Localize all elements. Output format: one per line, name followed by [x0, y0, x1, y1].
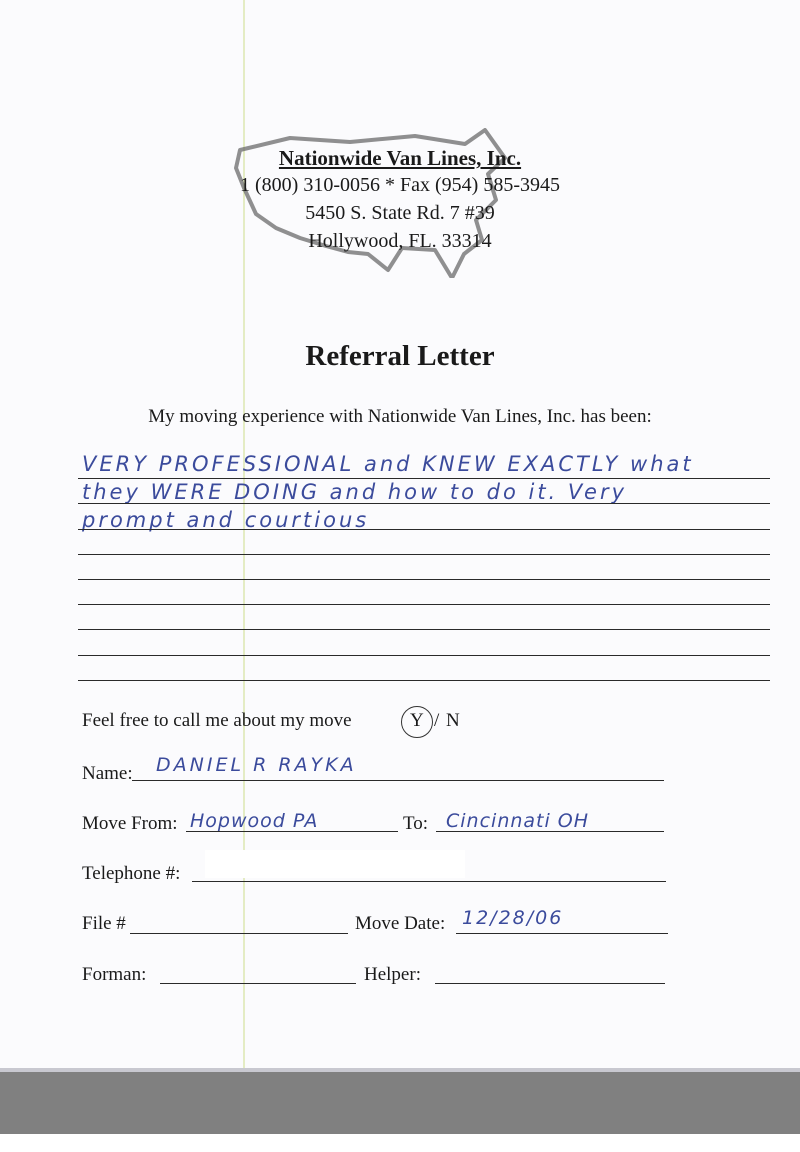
- call-yes-option[interactable]: Y: [410, 710, 424, 731]
- name-field-line[interactable]: [132, 780, 664, 781]
- comment-line-3: prompt and courtious: [82, 508, 370, 532]
- letterhead: [200, 130, 620, 280]
- telephone-label: Telephone #:: [82, 863, 181, 884]
- comment-rule: [78, 629, 770, 630]
- move-date-label: Move Date:: [355, 913, 446, 934]
- call-no-option[interactable]: N: [446, 710, 460, 731]
- move-to-value: Cincinnati OH: [446, 810, 590, 832]
- forman-field-line[interactable]: [160, 983, 356, 984]
- comment-rule: [78, 529, 770, 530]
- call-permission-label: Feel free to call me about my move: [82, 710, 352, 731]
- company-name: Nationwide Van Lines, Inc.: [278, 146, 522, 170]
- company-phone-fax: 1 (800) 310-0056 * Fax (954) 585-3945: [240, 174, 560, 196]
- comment-line-1: VERY PROFESSIONAL and KNEW EXACTLY what: [82, 452, 694, 476]
- file-number-label: File #: [82, 913, 126, 934]
- name-label: Name:: [82, 763, 133, 784]
- move-date-field-line[interactable]: [456, 933, 668, 934]
- comment-rule: [78, 554, 770, 555]
- forman-label: Forman:: [82, 964, 147, 985]
- redaction-box: [205, 850, 465, 878]
- file-number-field-line[interactable]: [130, 933, 348, 934]
- move-from-label: Move From:: [82, 813, 178, 834]
- company-city: Hollywood, FL. 33314: [308, 230, 492, 252]
- page-title: Referral Letter: [305, 340, 495, 372]
- experience-prompt: My moving experience with Nationwide Van Lines, Inc. has been:: [148, 406, 652, 427]
- company-address: 5450 S. State Rd. 7 #39: [305, 202, 495, 224]
- move-to-field-line[interactable]: [436, 831, 664, 832]
- telephone-field-line[interactable]: [192, 881, 666, 882]
- comment-rule: [78, 680, 770, 681]
- helper-label: Helper:: [364, 964, 421, 985]
- move-to-label: To:: [403, 813, 429, 834]
- move-from-value: Hopwood PA: [190, 810, 319, 832]
- comment-rule: [78, 655, 770, 656]
- call-separator: /: [434, 710, 440, 731]
- helper-field-line[interactable]: [435, 983, 665, 984]
- comment-rule: [78, 579, 770, 580]
- scanner-background-bar: [0, 1072, 800, 1134]
- move-from-field-line[interactable]: [186, 831, 398, 832]
- comment-rule: [78, 503, 770, 504]
- move-date-value: 12/28/06: [462, 907, 564, 929]
- comment-line-2: they WERE DOING and how to do it. Very: [82, 480, 628, 504]
- comment-rule: [78, 604, 770, 605]
- name-value: DANIEL R RAYKA: [156, 754, 357, 776]
- comment-rule: [78, 478, 770, 479]
